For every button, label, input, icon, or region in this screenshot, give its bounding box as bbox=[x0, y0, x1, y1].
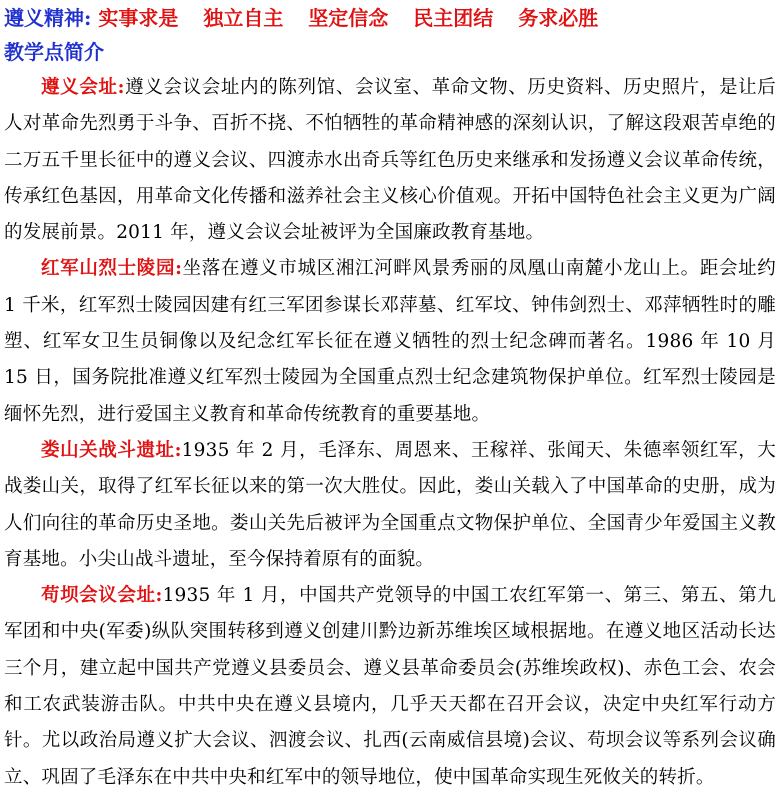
site-zunyi-meeting bbox=[4, 70, 776, 251]
spirit-item-4: 民主团结 bbox=[413, 6, 494, 30]
section-title: 教学点简介 bbox=[4, 40, 104, 64]
site-description: 遵义会议会址内的陈列馆、会议室、革命文物、历史资料、历史照片，是让后人对革命先烈勇于斗争、百折不挠、不怕牺牲的革命精神感的深刻认识，了解这段艰苦卓绝的二万五千里长征中的遵义会议、四渡赤水出奇兵等红色历史来继承和发扬遵义会议革命传统，传承红色基因，用革命文化传播和滋养社会主义核心价值观。开拓中国特色社会主义更为广阔的发展前景。2011 年，遵义会议会址被评为全国廉政教育基地。 bbox=[4, 77, 776, 244]
site-description: 1935 年 2 月，毛泽东、周恩来、王稼祥、张闻天、朱德率领红军，大战娄山关，取得了红军长征以来的第一次大胜仗。因此，娄山关载入了中国革命的史册，成为人们向往的革命历史圣地。娄山关先后被评为全国重点文物保护单位、全国青少年爱国主义教育基地。小尖山战斗遗址，至今保持着原有的面貌。 bbox=[4, 439, 776, 570]
spirit-item-1: 实事求是 bbox=[98, 6, 179, 30]
spirit-item-5: 务求必胜 bbox=[518, 6, 599, 30]
zunyi-spirit-line bbox=[4, 2, 776, 34]
site-name: 遵义会址: bbox=[41, 77, 125, 98]
site-gouba-meeting bbox=[4, 578, 776, 796]
site-description: 1935 年 1 月，中国共产党领导的中国工农红军第一、第三、第五、第九军团和中央(军委)纵队突围转移到遵义创建川黔边新苏维埃区域根据地。在遵义地区活动长达三个月，建立起中国共产党遵义县委员会、遵义县革命委员会(苏维埃政权)、赤色工会、农会和工农武装游击队。中共中央在遵义县境内，几乎天天都在召开会议，决定中央红军行动方针。尤以政治局遵义扩大会议、泗渡会议、扎西(云南威信县境)会议、苟坝会议等系列会议确立、巩固了毛泽东在中共中央和红军中的领导地位，使中国革命实现生死攸关的转折。 bbox=[4, 585, 776, 788]
spirit-item-2: 独立自主 bbox=[203, 6, 284, 30]
site-loushan-pass bbox=[4, 433, 776, 578]
site-name: 娄山关战斗遗址: bbox=[41, 439, 182, 461]
spirit-label: 遵义精神: bbox=[4, 6, 92, 30]
site-red-army-cemetery bbox=[4, 251, 776, 432]
site-name: 红军山烈士陵园: bbox=[41, 258, 183, 280]
spirit-item-3: 坚定信念 bbox=[308, 6, 389, 30]
site-name: 苟坝会议会址: bbox=[41, 585, 163, 607]
site-description: 坐落在遵义市城区湘江河畔风景秀丽的凤凰山南麓小龙山上。距会址约 1 千米，红军烈士陵园因建有红三军团参谋长邓萍墓、红军坟、钟伟剑烈士、邓萍牺牲时的雕塑、红军女卫生员铜像以及纪念红军长征在遵义牺牲的烈士纪念碑而著名。1986 年 10 月 15 日，国务院批准遵义红军烈士陵园为全国重点烈士纪念建筑物保护单位。红军烈士陵园是缅怀先烈，进行爱国主义教育和革命传统教育的重要基地。 bbox=[4, 258, 777, 425]
